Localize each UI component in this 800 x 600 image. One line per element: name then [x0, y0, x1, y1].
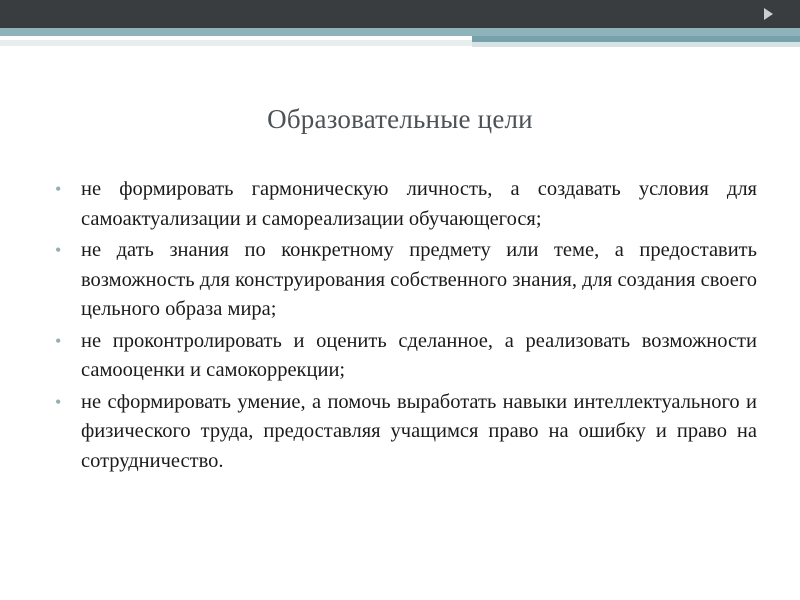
triangle-right-icon: [764, 8, 773, 20]
bullet-icon: •: [55, 391, 62, 412]
bullet-item: [55, 175, 757, 234]
bullet-item: [55, 327, 757, 386]
bullet-icon: •: [55, 240, 62, 260]
header-band-light-right: [472, 42, 800, 47]
bullet-item: [55, 388, 757, 477]
bullet-text: не проконтролировать и оценить сделанное, а реализовать возможности самооценки и самокоррекции;: [81, 329, 757, 381]
header-band-light: [0, 40, 472, 46]
bullet-text: не дать знания по конкретному предмету или теме, а предоставить возможность для конструирования собственного знания, для создания своего цельного образа мира;: [81, 239, 757, 320]
bullet-list: [55, 175, 757, 478]
slide-title: Образовательные цели: [267, 104, 533, 134]
header-band-dark: [0, 0, 800, 28]
header-band-teal: [0, 28, 800, 36]
bullet-item: [55, 236, 757, 325]
bullet-icon: •: [55, 179, 62, 199]
bullet-icon: •: [55, 330, 62, 351]
bullet-text: не формировать гармоническую личность, а создавать условия для самоактуализации и самореализации обучающегося;: [81, 178, 757, 230]
bullet-text: не сформировать умение, а помочь выработать навыки интеллектуального и физического труда, предоставляя учащимся право на ошибку и право на сотрудничество.: [81, 390, 757, 472]
